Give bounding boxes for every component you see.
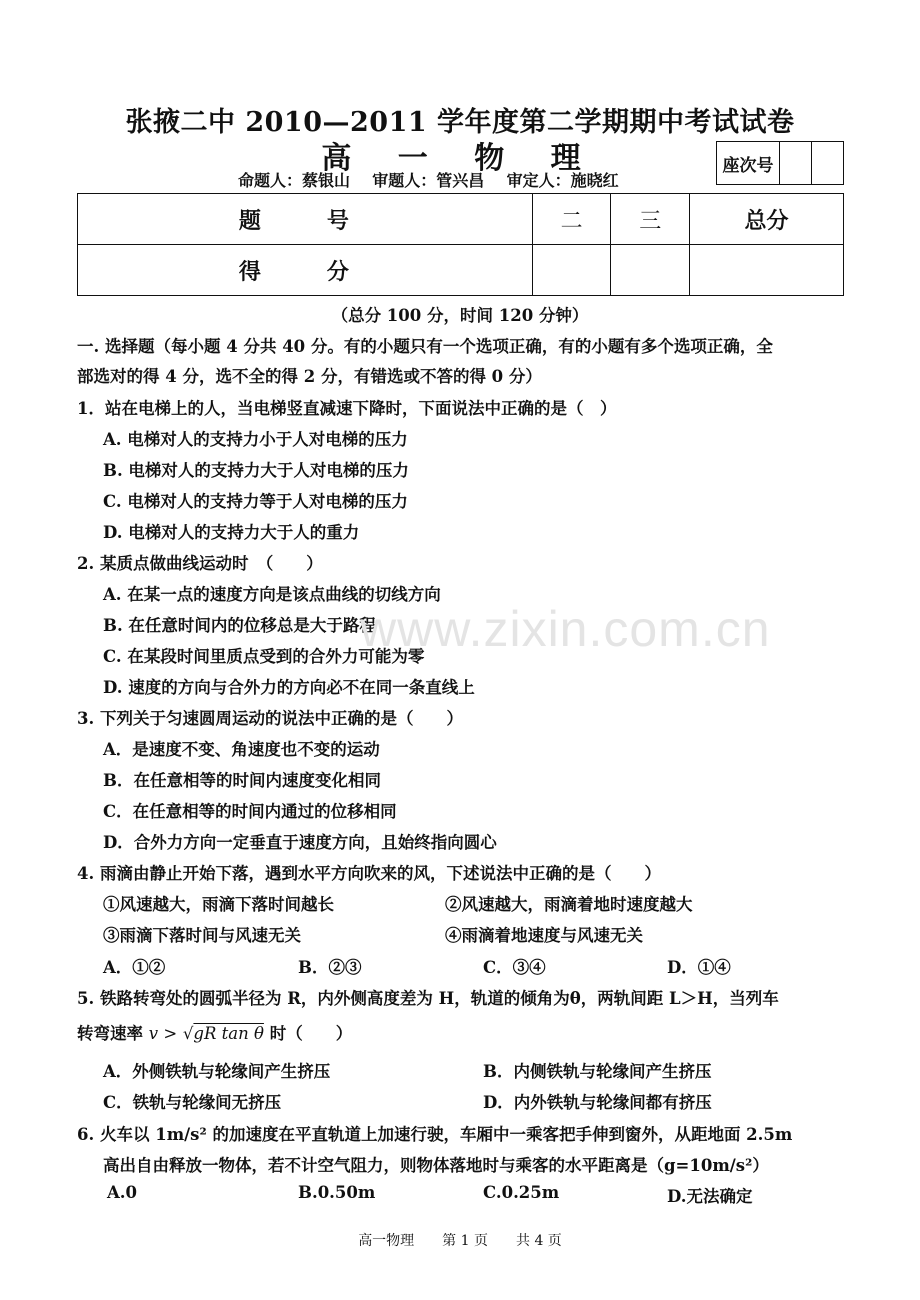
authors-line: 命题人：蔡银山 审题人：管兴昌 审定人：施晓红 <box>238 171 619 190</box>
q5-formula-v: v > <box>148 1024 178 1043</box>
score-header-3: 三 <box>611 194 690 245</box>
q1-stem: 1．站在电梯上的人，当电梯竖直减速下降时，下面说法中正确的是（ ） <box>77 399 617 418</box>
q4-statement-4: ④雨滴着地速度与风速无关 <box>445 926 643 945</box>
q5-option-a: A．外侧铁轨与轮缘间产生挤压 <box>103 1062 331 1081</box>
q3-stem: 3. 下列关于匀速圆周运动的说法中正确的是（ ） <box>77 709 463 728</box>
score-cell-3[interactable] <box>611 245 690 296</box>
radical-sign-icon: √ <box>182 1024 194 1043</box>
total-note: （总分 100 分，时间 120 分钟） <box>331 306 589 325</box>
q2-option-c: C. 在某段时间里质点受到的合外力可能为零 <box>103 647 425 666</box>
score-row-label: 得 分 <box>78 245 533 296</box>
q4-option-b: B．②③ <box>298 958 362 977</box>
q4-statement-2: ②风速越大，雨滴着地时速度越大 <box>445 895 693 914</box>
q5-option-d: D．内外铁轨与轮缘间都有挤压 <box>483 1093 712 1112</box>
q4-option-a: A．①② <box>103 958 166 977</box>
q4-option-d: D．①④ <box>667 958 731 977</box>
q3-option-c: C．在任意相等的时间内通过的位移相同 <box>103 802 397 821</box>
q6-option-a: A.0 <box>107 1183 138 1202</box>
q5-formula-sqrt: gR tan θ <box>193 1024 264 1043</box>
q5-stem-2-pre: 转弯速率 <box>77 1024 143 1043</box>
q2-option-d: D. 速度的方向与合外力的方向必不在同一条直线上 <box>103 678 475 697</box>
q5-stem-1: 5. 铁路转弯处的圆弧半径为 R，内外侧高度差为 H，轨道的倾角为θ，两轨间距 L＞H，当列车 <box>77 989 779 1008</box>
q4-stem: 4. 雨滴由静止开始下落，遇到水平方向吹来的风，下述说法中正确的是（ ） <box>77 864 661 883</box>
q6-option-b: B.0.50m <box>298 1183 376 1202</box>
q2-stem: 2. 某质点做曲线运动时 （ ） <box>77 554 323 573</box>
score-table <box>77 193 844 296</box>
q3-option-d: D．合外力方向一定垂直于速度方向，且始终指向圆心 <box>103 833 497 852</box>
seat-number-box <box>716 141 844 185</box>
q2-option-a: A. 在某一点的速度方向是该点曲线的切线方向 <box>103 585 441 604</box>
page-footer: 高一物理 第 1 页 共 4 页 <box>358 1233 562 1249</box>
score-header-total: 总分 <box>690 194 844 245</box>
exam-title: 张掖二中 2010—2011 学年度第二学期期中考试试卷 <box>125 107 795 138</box>
score-header-number: 题 号 <box>78 194 533 245</box>
watermark: www.zixin.com.cn <box>360 601 771 657</box>
q5-option-c: C．铁轨与轮缘间无挤压 <box>103 1093 282 1112</box>
score-header-2: 二 <box>532 194 611 245</box>
q1-option-a: A. 电梯对人的支持力小于人对电梯的压力 <box>103 430 408 449</box>
q5-stem-2-post: 时（ ） <box>269 1024 353 1043</box>
q3-option-b: B．在任意相等的时间内速度变化相同 <box>103 771 381 790</box>
score-cell-total[interactable] <box>690 245 844 296</box>
q5-option-b: B．内侧铁轨与轮缘间产生挤压 <box>483 1062 712 1081</box>
q6-stem-1: 6. 火车以 1m/s² 的加速度在平直轨道上加速行驶，车厢中一乘客把手伸到窗外，从距地面 2.5m <box>77 1125 793 1144</box>
q3-option-a: A．是速度不变、角速度也不变的运动 <box>103 740 380 759</box>
q1-option-b: B. 电梯对人的支持力大于人对电梯的压力 <box>103 461 409 480</box>
q6-option-d: D.无法确定 <box>667 1187 753 1206</box>
q2-option-b: B. 在任意时间内的位移总是大于路程 <box>103 616 376 635</box>
q6-stem-2: 高出自由释放一物体，若不计空气阻力，则物体落地时与乘客的水平距离是（g=10m/s²） <box>103 1156 769 1175</box>
seat-cell-2[interactable] <box>812 142 844 185</box>
score-cell-2[interactable] <box>532 245 611 296</box>
q1-option-d: D. 电梯对人的支持力大于人的重力 <box>103 523 360 542</box>
q4-statement-1: ①风速越大，雨滴下落时间越长 <box>103 895 334 914</box>
q1-option-c: C. 电梯对人的支持力等于人对电梯的压力 <box>103 492 408 511</box>
section-instructions-2: 部选对的得 4 分，选不全的得 2 分，有错选或不答的得 0 分） <box>77 367 542 386</box>
q4-option-c: C．③④ <box>483 958 546 977</box>
q4-statement-3: ③雨滴下落时间与风速无关 <box>103 926 301 945</box>
q6-option-c: C.0.25m <box>483 1183 560 1202</box>
seat-label: 座次号 <box>717 142 780 185</box>
seat-cell-1[interactable] <box>780 142 812 185</box>
exam-subject: 高 一 物 理 <box>321 141 599 176</box>
section-instructions-1: 一. 选择题（每小题 4 分共 40 分。有的小题只有一个选项正确，有的小题有多个选项正确，全 <box>77 337 773 356</box>
q5-stem-2 <box>77 1020 352 1044</box>
